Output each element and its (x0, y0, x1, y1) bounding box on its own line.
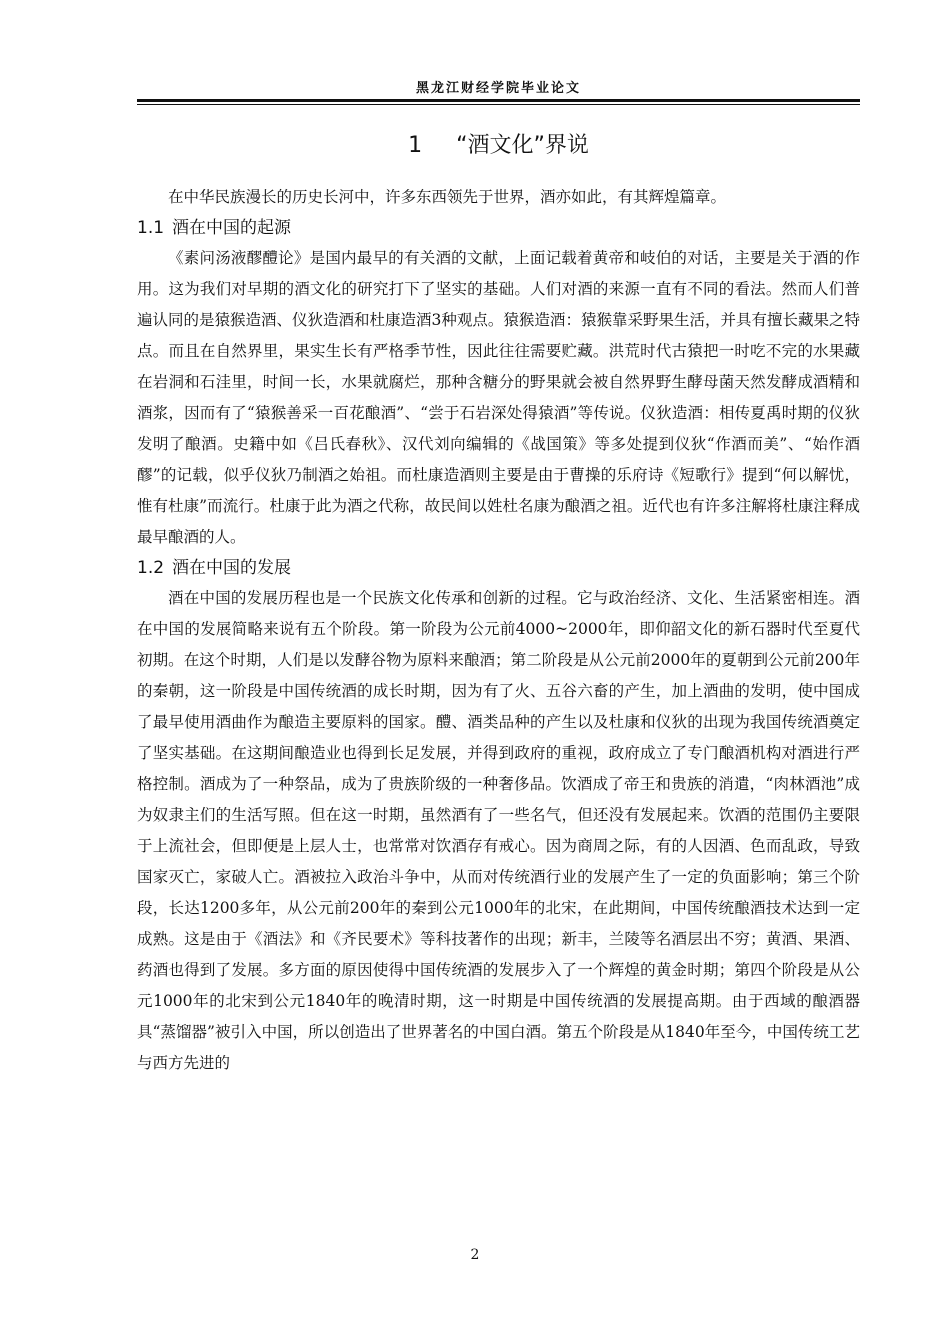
running-header: 黑龙江财经学院毕业论文 (415, 81, 581, 96)
header-rule-thick (137, 99, 860, 102)
chapter-number: 1 (408, 133, 423, 158)
section-title: 酒在中国的起源 (172, 218, 292, 238)
section-number: 1.2 (137, 558, 165, 578)
header-rule-thin (137, 104, 860, 105)
section-number: 1.1 (137, 218, 165, 238)
body-content (137, 128, 860, 1079)
chapter-title (137, 128, 860, 164)
section-heading-1-1 (137, 213, 860, 243)
section-heading-1-2 (137, 553, 860, 583)
section-1-1-paragraph: 《素问汤液醪醴论》是国内最早的有关酒的文献，上面记载着黄帝和岐伯的对话，主要是关于酒的作用。这为我们对早期的酒文化的研究打下了坚实的基础。人们对酒的来源一直有不同的看法。然而人们普遍认同的是猿猴造酒、仪狄造酒和杜康造酒3种观点。猿猴造酒：猿猴靠采野果生活，并具有擅长藏果之特点。而且在自然界里，果实生长有严格季节性，因此往往需要贮藏。洪荒时代古猿把一时吃不完的水果藏在岩洞和石洼里，时间一长，水果就腐烂，那种含糖分的野果就会被自然界野生酵母菌天然发酵成酒精和酒浆，因而有了“猿猴善采一百花酿酒”、“尝于石岩深处得猿酒”等传说。仪狄造酒：相传夏禹时期的仪狄发明了酿酒。史籍中如《吕氏春秋》、汉代刘向编辑的《战国策》等多处提到仪狄“作酒而美”、“始作酒醪”的记载，似乎仪狄乃制酒之始祖。而杜康造酒则主要是由于曹操的乐府诗《短歌行》提到“何以解忧，惟有杜康”而流行。杜康于此为酒之代称，故民间以姓杜名康为酿酒之祖。近代也有许多注解将杜康注释成最早酿酒的人。 (137, 249, 860, 546)
section-title: 酒在中国的发展 (172, 558, 292, 578)
chapter-title-text: “酒文化”界说 (456, 133, 589, 158)
page-number: 2 (470, 1247, 480, 1263)
section-1-2-paragraph: 酒在中国的发展历程也是一个民族文化传承和创新的过程。它与政治经济、文化、生活紧密相连。酒在中国的发展简略来说有五个阶段。第一阶段为公元前4000~2000年，即仰韶文化的新石器时代至夏代初期。在这个时期，人们是以发酵谷物为原料来酿酒；第二阶段是从公元前2000年的夏朝到公元前200年的秦朝，这一阶段是中国传统酒的成长时期，因为有了火、五谷六畜的产生，加上酒曲的发明，使中国成了最早使用酒曲作为酿造主要原料的国家。醴、酒类品种的产生以及杜康和仪狄的出现为我国传统酒奠定了坚实基础。在这期间酿造业也得到长足发展，并得到政府的重视，政府成立了专门酿酒机构对酒进行严格控制。酒成为了一种祭品，成为了贵族阶级的一种奢侈品。饮酒成了帝王和贵族的消遣，“肉林酒池”成为奴隶主们的生活写照。但在这一时期，虽然酒有了一些名气，但还没有发展起来。饮酒的范围仍主要限于上流社会，但即便是上层人士，也常常对饮酒存有戒心。因为商周之际，有的人因酒、色而乱政，导致国家灭亡，家破人亡。酒被拉入政治斗争中，从而对传统酒行业的发展产生了一定的负面影响；第三个阶段，长达1200多年，从公元前200年的秦到公元1000年的北宋，在此期间，中国传统酿酒技术达到一定成熟。这是由于《酒法》和《齐民要术》等科技著作的出现；新丰，兰陵等名酒层出不穷；黄酒、果酒、药酒也得到了发展。多方面的原因使得中国传统酒的发展步入了一个辉煌的黄金时期；第四个阶段是从公元1000年的北宋到公元1840年的晚清时期，这一时期是中国传统酒的发展提高期。由于西域的酿酒器具“蒸馏器”被引入中国，所以创造出了世界著名的中国白酒。第五个阶段是从1840年至今，中国传统工艺与西方先进的 (137, 589, 860, 1072)
intro-paragraph: 在中华民族漫长的历史长河中，许多东西领先于世界，酒亦如此，有其辉煌篇章。 (168, 188, 727, 206)
